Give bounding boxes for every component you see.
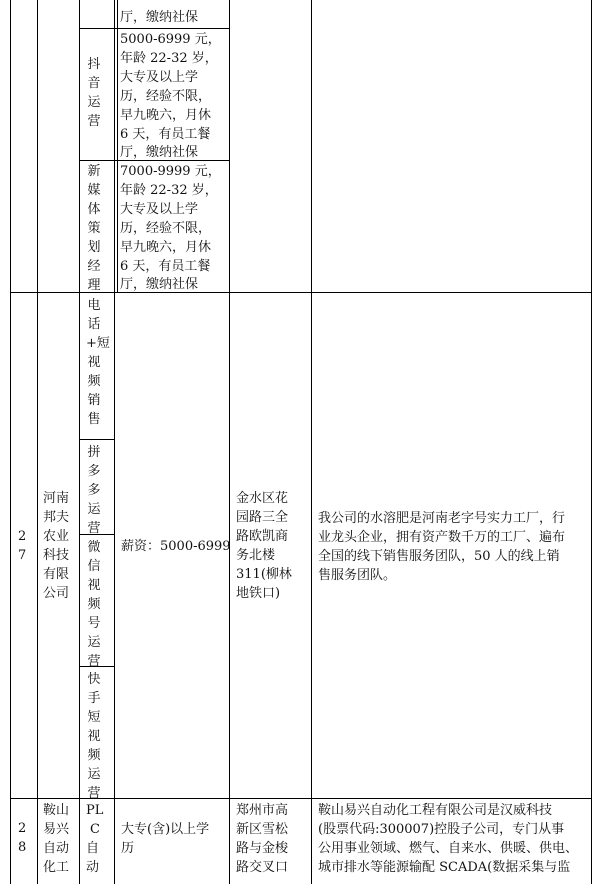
company-name-line: 鞍山 xyxy=(43,803,70,818)
col-sep-address xyxy=(311,0,312,884)
job-title-wechat-channels: 微信视频号运营 xyxy=(87,540,101,669)
address-line: 地铁口) xyxy=(236,586,281,601)
requirement-line: 历 xyxy=(121,841,135,856)
row-line-4 xyxy=(79,439,115,440)
description-line: (股票代码:300007)控股子公司，专门从事 xyxy=(318,822,565,837)
company-name-line: 公司 xyxy=(43,586,70,601)
job-detail-line: 6 天，有员工餐 xyxy=(120,259,211,274)
job-detail-line: 大专及以上学 xyxy=(120,70,199,85)
col-sep-job-title xyxy=(114,0,115,798)
job-title-new-media: 新媒体策划经理 xyxy=(87,164,101,293)
job-title-douyin: 抖音运营 xyxy=(87,57,101,129)
company-name-line: 易兴 xyxy=(43,822,70,837)
address-line: 新区雪松 xyxy=(236,822,289,837)
description-line: 业龙头企业，拥有资产数千万的工厂、遍布 xyxy=(318,530,566,545)
row-line-1 xyxy=(79,28,229,29)
company-name-line: 有限 xyxy=(43,567,70,582)
company-name-line: 邦夫 xyxy=(43,510,70,525)
job-detail-line: 早九晚六，月休 xyxy=(120,108,212,123)
address-line: 路与金梭 xyxy=(236,841,289,856)
row-index-char: 7 xyxy=(18,548,27,563)
job-title-phone-video-sales: 电话+短视频销售 xyxy=(86,298,110,427)
job-detail-line: 年龄 22-32 岁， xyxy=(120,51,218,66)
address-line: 金水区花 xyxy=(236,491,289,506)
company-name-line: 科技 xyxy=(43,548,70,563)
address-line: 园路三全 xyxy=(236,510,289,525)
company-name-line: 自动 xyxy=(43,841,70,856)
col-sep-company xyxy=(79,0,80,884)
company-name-line: 河南 xyxy=(43,491,70,506)
col-sep-job-title-3 xyxy=(114,798,115,884)
col-sep-index xyxy=(37,0,38,884)
job-detail-line: 历，经验不限， xyxy=(120,221,212,236)
job-detail-line: 6 天，有员工餐 xyxy=(120,127,211,142)
salary: 薪资：5000-6999 xyxy=(121,539,231,554)
job-detail-line: 5000-6999 元， xyxy=(120,32,221,47)
address-line: 路交叉口 xyxy=(236,860,289,875)
job-detail-line: 年龄 22-32 岁， xyxy=(120,183,218,198)
description-line: 售服务团队。 xyxy=(318,568,397,583)
address-line: 郑州市高 xyxy=(236,803,289,818)
row-index-char: 8 xyxy=(18,840,27,855)
job-title-line: PL xyxy=(86,803,104,818)
job-detail-line: 大专及以上学 xyxy=(120,202,199,217)
job-title-kuaishou: 快手短视频运营 xyxy=(87,672,101,801)
address-line: 311(柳林 xyxy=(236,567,292,582)
row-index-char: 2 xyxy=(18,821,27,836)
requirement-line: 大专(含)以上学 xyxy=(121,822,210,837)
col-sep-requirement xyxy=(229,0,230,884)
address-line: 路欧凯商 xyxy=(236,529,289,544)
col-sep-job-title-2 xyxy=(117,0,118,293)
job-title-line: C xyxy=(90,822,100,837)
description-line: 全国的线下销售服务团队，50 人的线上销 xyxy=(318,549,560,564)
description-line: 城市排水等能源输配 SCADA(数据采集与监 xyxy=(318,860,571,875)
job-title-line: 动 xyxy=(86,860,100,875)
job-detail-line: 厅，缴纳社保 xyxy=(120,277,199,292)
job-title-line: 自 xyxy=(86,841,100,856)
job-detail-line: 厅，缴纳社保 xyxy=(120,145,199,160)
address-line: 务北楼 xyxy=(236,548,276,563)
job-title-pinduoduo: 拼多多运营 xyxy=(87,445,101,536)
company-name-line: 农业 xyxy=(43,529,70,544)
row-index-char: 2 xyxy=(18,529,27,544)
job-detail-line: 早九晚六，月休 xyxy=(120,240,212,255)
company-name-line: 化工 xyxy=(43,860,70,875)
description-line: 鞍山易兴自动化工程有限公司是汉威科技 xyxy=(318,803,553,818)
job-detail-line: 厅，缴纳社保 xyxy=(120,10,199,25)
job-detail-line: 7000-9999 元， xyxy=(120,164,221,179)
job-detail-line: 历，经验不限， xyxy=(120,89,212,104)
table-border-left xyxy=(10,0,11,884)
description-line: 我公司的水溶肥是河南老字号实力工厂，行 xyxy=(318,511,566,526)
table-border-right xyxy=(591,0,592,884)
description-line: 公用事业领域、燃气、自来水、供暖、供电、 xyxy=(318,841,579,856)
